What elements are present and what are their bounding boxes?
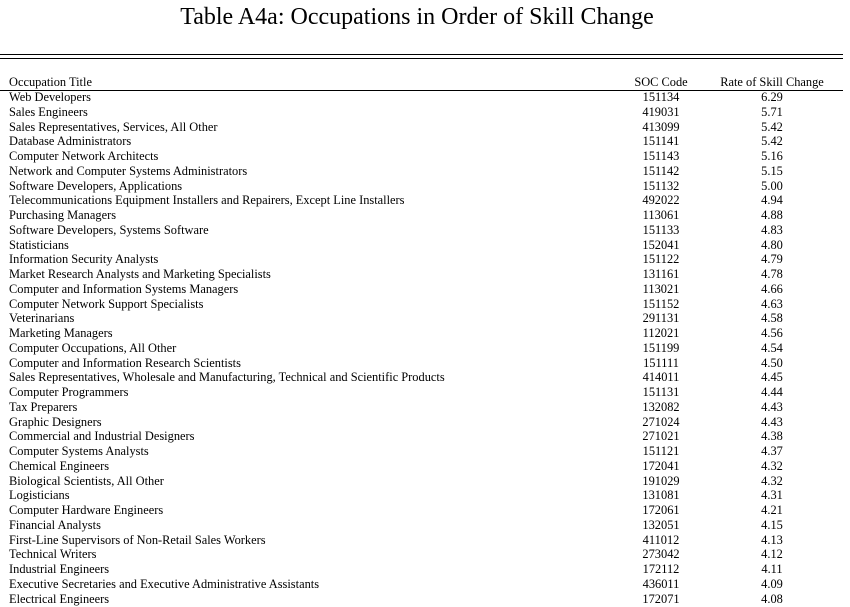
table-body	[0, 90, 843, 606]
cell-occupation-title: Purchasing Managers	[9, 208, 117, 222]
cell-soc-code: 112021	[642, 326, 680, 340]
cell-occupation-title: Sales Representatives, Services, All Other	[9, 119, 218, 134]
cell-rate-of-skill-change: 4.43	[761, 399, 783, 414]
cell-rate-of-skill-change: 4.58	[761, 311, 783, 326]
cell-occupation-title: Software Developers, Applications	[9, 178, 183, 193]
table-top-rule-inner	[0, 58, 843, 59]
cell-soc-code: 131161	[642, 267, 680, 281]
cell-rate-of-skill-change: 4.31	[761, 488, 783, 503]
cell-soc-code: 151122	[642, 252, 680, 267]
cell-rate-of-skill-change: 4.11	[761, 562, 783, 576]
cell-soc-code: 151111	[643, 355, 679, 370]
cell-occupation-title: Database Administrators	[9, 134, 132, 149]
table-row	[0, 238, 843, 253]
cell-occupation-title: Logisticians	[9, 488, 70, 503]
table-title: Table A4a: Occupations in Order of Skill Change	[180, 4, 654, 30]
table-row	[0, 518, 843, 533]
table-row	[0, 415, 843, 430]
table-row	[0, 120, 843, 135]
cell-occupation-title: Information Security Analysts	[9, 252, 159, 267]
cell-rate-of-skill-change: 4.63	[761, 296, 783, 311]
cell-rate-of-skill-change: 4.21	[761, 503, 783, 517]
cell-soc-code: 273042	[642, 547, 680, 562]
cell-occupation-title: Computer Systems Analysts	[9, 444, 149, 458]
cell-soc-code: 151131	[642, 385, 680, 399]
cell-soc-code: 492022	[642, 193, 680, 208]
cell-soc-code: 151134	[642, 90, 680, 104]
cell-occupation-title: Graphic Designers	[9, 414, 102, 429]
cell-soc-code: 172041	[642, 458, 680, 473]
table-row	[0, 592, 843, 607]
table-row	[0, 326, 843, 341]
table-row	[0, 385, 843, 400]
cell-rate-of-skill-change: 4.09	[761, 576, 783, 591]
cell-occupation-title: Computer Programmers	[9, 385, 129, 399]
cell-rate-of-skill-change: 4.44	[761, 385, 783, 399]
cell-rate-of-skill-change: 4.94	[761, 193, 783, 208]
cell-occupation-title: Technical Writers	[9, 547, 97, 562]
cell-occupation-title: Network and Computer Systems Administrators	[9, 163, 248, 178]
cell-rate-of-skill-change: 4.54	[761, 340, 783, 355]
cell-soc-code: 414011	[642, 370, 680, 385]
table-row	[0, 179, 843, 194]
cell-rate-of-skill-change: 4.79	[761, 252, 783, 267]
table-row	[0, 252, 843, 267]
cell-occupation-title: Computer Network Support Specialists	[9, 296, 204, 311]
table-row	[0, 341, 843, 356]
cell-occupation-title: Biological Scientists, All Other	[9, 473, 164, 488]
cell-soc-code: 151121	[642, 444, 680, 458]
cell-occupation-title: Sales Representatives, Wholesale and Manufacturing, Technical and Scientific Products	[9, 370, 445, 385]
cell-rate-of-skill-change: 5.00	[761, 178, 783, 193]
cell-rate-of-skill-change: 5.15	[761, 163, 783, 178]
cell-soc-code: 151143	[642, 149, 680, 163]
table-row	[0, 370, 843, 385]
cell-soc-code: 131081	[642, 488, 680, 503]
table-row	[0, 90, 843, 105]
cell-occupation-title: Tax Preparers	[9, 399, 78, 414]
cell-rate-of-skill-change: 4.32	[761, 473, 783, 488]
cell-rate-of-skill-change: 4.88	[761, 208, 783, 222]
cell-soc-code: 291131	[642, 311, 680, 326]
cell-occupation-title: Electrical Engineers	[9, 591, 110, 606]
cell-soc-code: 172112	[642, 562, 680, 576]
cell-occupation-title: Industrial Engineers	[9, 562, 110, 576]
table-header	[0, 74, 843, 90]
cell-occupation-title: Computer and Information Systems Managers	[9, 281, 239, 296]
table-row	[0, 533, 843, 548]
cell-occupation-title: Telecommunications Equipment Installers and Repairers, Except Line Installers	[9, 193, 405, 208]
cell-rate-of-skill-change: 4.12	[761, 547, 783, 562]
cell-soc-code: 151142	[642, 163, 680, 178]
table-row	[0, 459, 843, 474]
table-row	[0, 223, 843, 238]
cell-soc-code: 113021	[642, 281, 680, 296]
cell-rate-of-skill-change: 4.78	[761, 267, 783, 281]
cell-occupation-title: Computer Occupations, All Other	[9, 340, 177, 355]
cell-soc-code: 151133	[642, 222, 680, 237]
cell-occupation-title: Market Research Analysts and Marketing Specialists	[9, 267, 271, 281]
cell-soc-code: 172071	[642, 591, 680, 606]
cell-occupation-title: Sales Engineers	[9, 104, 88, 119]
table-row	[0, 193, 843, 208]
cell-soc-code: 151132	[642, 178, 680, 193]
cell-rate-of-skill-change: 5.42	[761, 119, 783, 134]
cell-rate-of-skill-change: 5.71	[761, 104, 783, 119]
cell-occupation-title: Web Developers	[9, 90, 91, 104]
cell-occupation-title: Computer Network Architects	[9, 149, 159, 163]
table-top-rule	[0, 54, 843, 55]
table-row	[0, 282, 843, 297]
table-row	[0, 503, 843, 518]
table-row	[0, 562, 843, 577]
cell-rate-of-skill-change: 4.50	[761, 355, 783, 370]
table-row	[0, 105, 843, 120]
cell-occupation-title: Statisticians	[9, 237, 69, 252]
table-row	[0, 429, 843, 444]
header-occupation-title: Occupation Title	[9, 75, 92, 89]
cell-rate-of-skill-change: 4.13	[761, 532, 783, 547]
header-soc-code: SOC Code	[634, 75, 688, 89]
cell-soc-code: 436011	[642, 576, 680, 591]
cell-occupation-title: Commercial and Industrial Designers	[9, 429, 195, 444]
cell-soc-code: 413099	[642, 119, 680, 134]
cell-rate-of-skill-change: 4.45	[761, 370, 783, 385]
cell-rate-of-skill-change: 4.38	[761, 429, 783, 444]
cell-soc-code: 151141	[642, 134, 680, 149]
table-row	[0, 356, 843, 371]
table-row	[0, 208, 843, 223]
cell-occupation-title: Financial Analysts	[9, 517, 101, 532]
table-row	[0, 577, 843, 592]
cell-soc-code: 419031	[642, 104, 680, 119]
cell-soc-code: 152041	[642, 237, 680, 252]
table-row	[0, 474, 843, 489]
cell-occupation-title: Chemical Engineers	[9, 458, 110, 473]
cell-occupation-title: Software Developers, Systems Software	[9, 222, 209, 237]
cell-soc-code: 271024	[642, 414, 680, 429]
table-row	[0, 311, 843, 326]
cell-rate-of-skill-change: 4.08	[761, 591, 783, 606]
cell-occupation-title: Veterinarians	[9, 311, 75, 326]
cell-occupation-title: First-Line Supervisors of Non-Retail Sales Workers	[9, 532, 266, 547]
cell-soc-code: 151152	[642, 296, 680, 311]
cell-soc-code: 411012	[642, 532, 680, 547]
table-row	[0, 547, 843, 562]
table-row	[0, 149, 843, 164]
table-row	[0, 297, 843, 312]
cell-rate-of-skill-change: 6.29	[761, 90, 783, 104]
table-row	[0, 164, 843, 179]
cell-occupation-title: Executive Secretaries and Executive Administrative Assistants	[9, 576, 320, 591]
table-row	[0, 267, 843, 282]
cell-soc-code: 172061	[642, 503, 680, 517]
cell-rate-of-skill-change: 4.32	[761, 458, 783, 473]
cell-rate-of-skill-change: 4.15	[761, 517, 783, 532]
cell-occupation-title: Marketing Managers	[9, 326, 113, 340]
cell-soc-code: 132051	[642, 517, 680, 532]
cell-rate-of-skill-change: 4.80	[761, 237, 783, 252]
cell-soc-code: 132082	[642, 399, 680, 414]
cell-rate-of-skill-change: 4.43	[761, 414, 783, 429]
cell-rate-of-skill-change: 5.42	[761, 134, 783, 149]
table-row	[0, 400, 843, 415]
cell-rate-of-skill-change: 4.83	[761, 222, 783, 237]
cell-occupation-title: Computer Hardware Engineers	[9, 503, 164, 517]
cell-rate-of-skill-change: 5.16	[761, 149, 783, 163]
cell-rate-of-skill-change: 4.56	[761, 326, 783, 340]
header-rate-of-skill-change: Rate of Skill Change	[720, 75, 824, 89]
cell-rate-of-skill-change: 4.66	[761, 281, 783, 296]
table-row	[0, 488, 843, 503]
cell-occupation-title: Computer and Information Research Scientists	[9, 355, 241, 370]
cell-soc-code: 191029	[642, 473, 680, 488]
cell-soc-code: 113061	[642, 208, 680, 222]
table-row	[0, 134, 843, 149]
cell-soc-code: 271021	[642, 429, 680, 444]
cell-soc-code: 151199	[642, 340, 680, 355]
cell-rate-of-skill-change: 4.37	[761, 444, 783, 458]
table-row	[0, 444, 843, 459]
